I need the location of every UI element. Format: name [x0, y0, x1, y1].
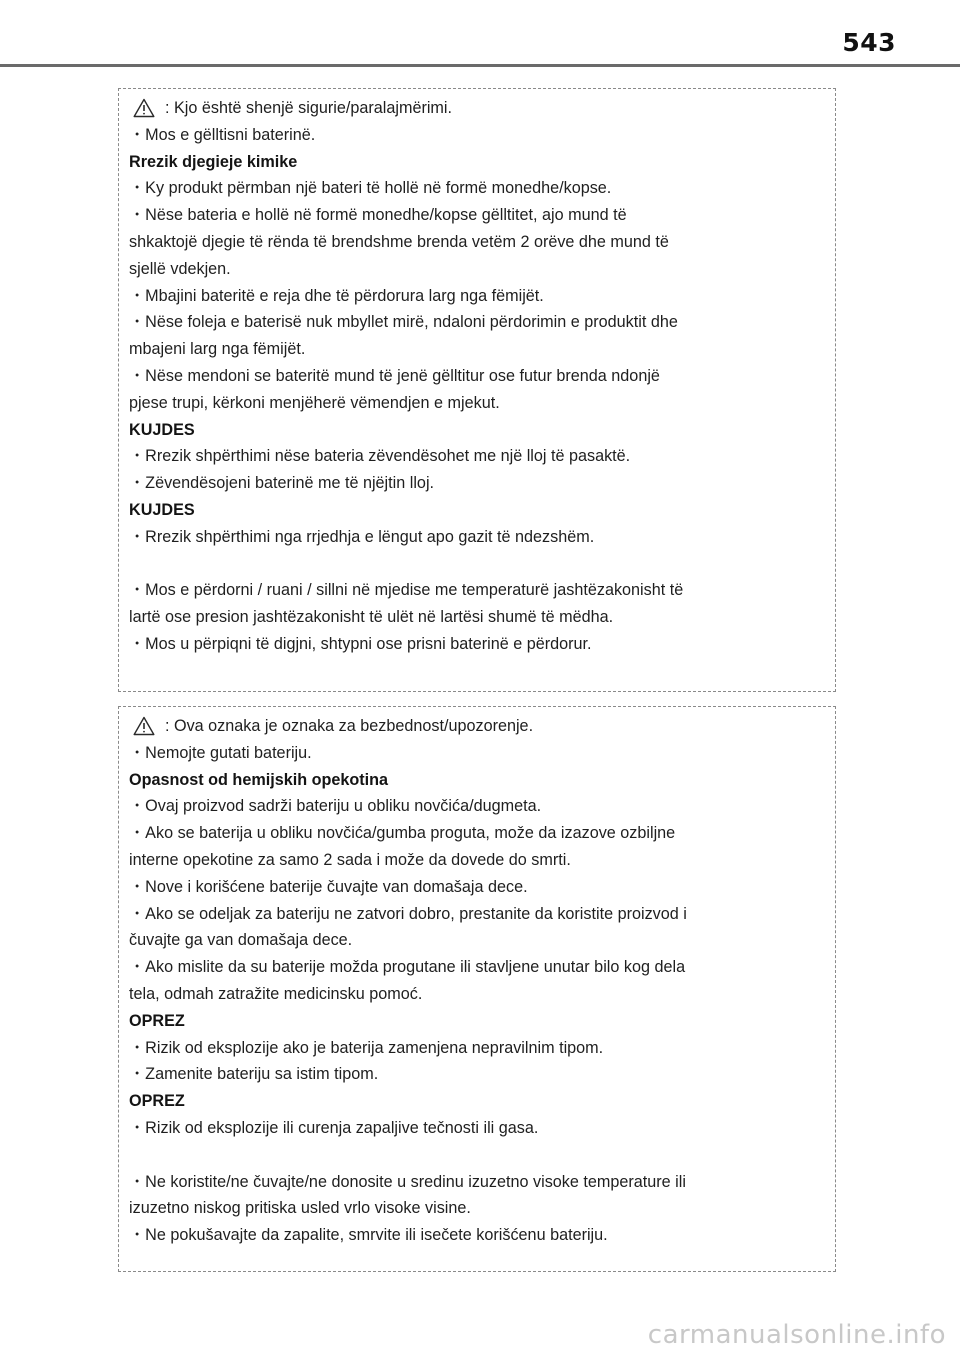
- notice-text-line: ・Rizik od eksplozije ili curenja zapaljive tečnosti ili gasa.: [129, 1118, 539, 1137]
- notice-text-line: čuvajte ga van domašaja dece.: [129, 931, 353, 950]
- notice-text-line: ・Mos e përdorni / ruani / sillni në mjedise me temperaturë jashtëzakonisht të: [129, 581, 684, 600]
- notice-text-line: ・Ako se odeljak za bateriju ne zatvori dobro, prestanite da koristite proizvod i: [129, 904, 687, 923]
- warning-triangle-icon: [133, 98, 155, 118]
- notice-text-line: sjellë vdekjen.: [129, 259, 231, 278]
- warning-triangle-icon: [133, 716, 155, 736]
- blank-line: [129, 1142, 825, 1169]
- header-divider: [0, 64, 960, 67]
- notice-text-line: ・Ako se baterija u obliku novčića/gumba proguta, može da izazove ozbiljne: [129, 824, 676, 843]
- notice-text-line: ・Rrezik shpërthimi nëse bateria zëvendësohet me një lloj të pasaktë.: [129, 447, 631, 466]
- notice-text-line: mbajeni larg nga fëmijët.: [129, 340, 306, 359]
- notice-text-line: ・Ne koristite/ne čuvajte/ne donosite u sredinu izuzetno visoke temperature ili: [129, 1172, 686, 1191]
- notice-text-line: ・Nove i korišćene baterije čuvajte van domašaja dece.: [129, 877, 528, 896]
- page-number: 543: [842, 28, 896, 57]
- notice-text-line: lartë ose presion jashtëzakonisht të ulët në lartësi shumë të mëdha.: [129, 608, 614, 627]
- notice-text-line: interne opekotine za samo 2 sada i može da dovede do smrti.: [129, 850, 571, 869]
- section-heading: OPREZ: [129, 1011, 185, 1030]
- notice-text-line: ・Rizik od eksplozije ako je baterija zamenjena nepravilnim tipom.: [129, 1038, 604, 1057]
- notice-text-line: ・Mos u përpiqni të digjni, shtypni ose prisni baterinë e përdorur.: [129, 634, 592, 653]
- notice-text-line: ・Nemojte gutati bateriju.: [129, 743, 312, 762]
- section-heading: KUJDES: [129, 420, 195, 439]
- notice-text-line: ・Zamenite bateriju sa istim tipom.: [129, 1065, 379, 1084]
- watermark: carmanualsonline.info: [647, 1320, 946, 1350]
- notice-text-line: pjese trupi, kërkoni menjëherë vëmendjen e mjekut.: [129, 393, 500, 412]
- notice-text-line: ・Ako mislite da su baterije možda progutane ili stavljene unutar bilo kog dela: [129, 958, 686, 977]
- section-heading: Opasnost od hemijskih opekotina: [129, 770, 389, 789]
- notice-text-line: izuzetno niskog pritiska usled vrlo visoke visine.: [129, 1199, 471, 1218]
- warning-text: : Kjo është shenjë sigurie/paralajmërimi.: [165, 99, 453, 117]
- section-heading: KUJDES: [129, 500, 195, 519]
- warning-line: [129, 713, 825, 740]
- notice-text-line: ・Ne pokušavajte da zapalite, smrvite ili isečete korišćenu bateriju.: [129, 1226, 608, 1245]
- notice-text-line: ・Nëse foleja e baterisë nuk mbyllet mirë, ndaloni përdorimin e produktit dhe: [129, 313, 678, 332]
- notice-text-line: ・Nëse bateria e hollë në formë monedhe/kopse gëlltitet, ajo mund të: [129, 206, 627, 225]
- albanian-safety-notice: [118, 88, 836, 692]
- warning-text: : Ova oznaka je oznaka za bezbednost/upozorenje.: [165, 717, 534, 735]
- notice-text-line: ・Nëse mendoni se bateritë mund të jenë gëlltitur ose futur brenda ndonjë: [129, 366, 660, 385]
- notice-text-line: ・Zëvendësojeni baterinë me të njëjtin lloj.: [129, 474, 435, 493]
- notice-text-line: ・Ky produkt përmban një bateri të hollë në formë monedhe/kopse.: [129, 179, 612, 198]
- blank-line: [129, 551, 825, 578]
- notice-text-line: ・Mos e gëlltisni baterinë.: [129, 125, 316, 144]
- section-heading: OPREZ: [129, 1092, 185, 1111]
- notice-text-line: ・Mbajini bateritë e reja dhe të përdorura larg nga fëmijët.: [129, 286, 544, 305]
- notice-text-line: tela, odmah zatražite medicinsku pomoć.: [129, 984, 423, 1003]
- serbian-safety-notice: [118, 706, 836, 1272]
- notice-text-line: shkaktojë djegie të rënda të brendshme brenda vetëm 2 orëve dhe mund të: [129, 232, 669, 251]
- notice-text-line: ・Ovaj proizvod sadrži bateriju u obliku novčića/dugmeta.: [129, 797, 542, 816]
- warning-line: [129, 95, 825, 122]
- section-heading: Rrezik djegieje kimike: [129, 152, 298, 171]
- notice-text-line: ・Rrezik shpërthimi nga rrjedhja e lëngut apo gazit të ndezshëm.: [129, 527, 595, 546]
